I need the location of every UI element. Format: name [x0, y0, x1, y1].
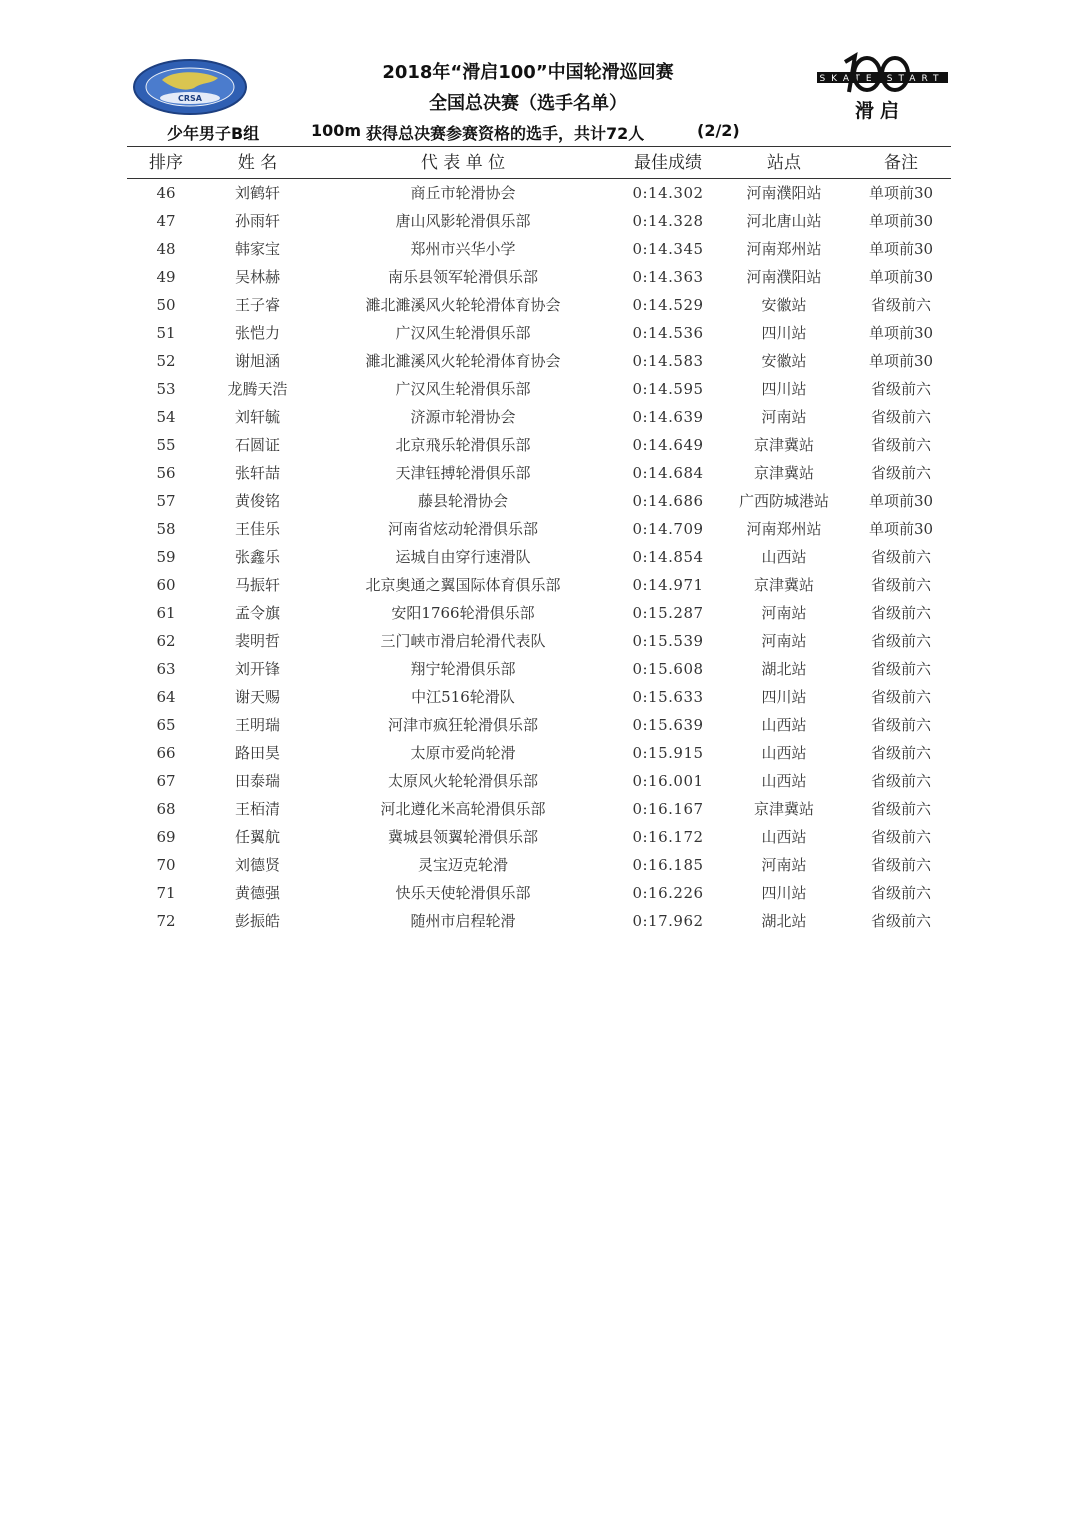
cell-unit: 广汉风生轮滑俱乐部: [395, 380, 531, 398]
cell-note: 单项前30: [868, 352, 934, 370]
cell-rank: 64: [156, 688, 176, 706]
event-info: [0, 121, 1080, 143]
cell-rank: 67: [156, 772, 176, 790]
cell-best-time: 0:15.915: [632, 744, 704, 762]
svg-text:CRSA: CRSA: [178, 94, 202, 103]
qualification-description: 获得总决赛参赛资格的选手，共计72人: [366, 124, 645, 143]
cell-unit: 南乐县领军轮滑俱乐部: [387, 268, 538, 286]
cell-rank: 59: [156, 548, 176, 566]
cell-name: 王栢清: [234, 800, 280, 818]
cell-note: 单项前30: [868, 520, 934, 538]
cell-best-time: 0:14.639: [632, 408, 704, 426]
table-body: [0, 179, 1080, 935]
cell-best-time: 0:14.529: [632, 296, 704, 314]
cell-name: 石圆证: [234, 436, 280, 454]
cell-unit: 河北遵化米高轮滑俱乐部: [380, 800, 546, 818]
cell-best-time: 0:14.649: [632, 436, 704, 454]
cell-unit: 运城自由穿行速滑队: [395, 548, 531, 566]
cell-site: 广西防城港站: [738, 492, 829, 510]
cell-note: 省级前六: [870, 800, 931, 818]
cell-best-time: 0:15.639: [632, 716, 704, 734]
cell-name: 张鑫乐: [234, 548, 280, 566]
cell-note: 省级前六: [870, 856, 931, 874]
table-row: [0, 235, 1080, 263]
cell-unit: 广汉风生轮滑俱乐部: [395, 324, 531, 342]
table-header: [0, 148, 1080, 178]
cell-note: 省级前六: [870, 884, 931, 902]
cell-note: 省级前六: [870, 296, 931, 314]
cell-site: 湖北站: [761, 912, 807, 930]
table-row: [0, 291, 1080, 319]
cell-unit: 郑州市兴华小学: [410, 240, 516, 258]
cell-name: 彭振皓: [234, 912, 280, 930]
cell-best-time: 0:15.633: [632, 688, 704, 706]
column-header-rank: 排序: [149, 153, 183, 173]
table-row: [0, 179, 1080, 207]
cell-name: 刘德贤: [234, 856, 280, 874]
column-header-site: 站点: [767, 153, 801, 173]
table-row: [0, 207, 1080, 235]
cell-unit: 商丘市轮滑协会: [410, 184, 516, 202]
cell-name: 吴林赫: [234, 268, 280, 286]
cell-rank: 57: [156, 492, 176, 510]
cell-name: 孙雨轩: [234, 212, 280, 230]
cell-rank: 60: [156, 576, 176, 594]
table-row: [0, 599, 1080, 627]
column-header-note: 备注: [884, 153, 918, 173]
cell-rank: 70: [156, 856, 176, 874]
cell-note: 省级前六: [870, 408, 931, 426]
cell-unit: 太原风火轮轮滑俱乐部: [387, 772, 538, 790]
cell-best-time: 0:16.001: [632, 772, 704, 790]
cell-best-time: 0:16.185: [632, 856, 704, 874]
group-label: 少年男子B组: [167, 124, 260, 143]
cell-note: 省级前六: [870, 380, 931, 398]
cell-unit: 北京奥通之翼国际体育俱乐部: [365, 576, 561, 594]
cell-note: 单项前30: [868, 268, 934, 286]
logo-brand-text: 滑启: [855, 100, 906, 122]
table-row: [0, 851, 1080, 879]
cell-site: 河南郑州站: [746, 520, 822, 538]
cell-unit: 唐山风影轮滑俱乐部: [395, 212, 531, 230]
table-row: [0, 683, 1080, 711]
cell-unit: 冀城县领翼轮滑俱乐部: [387, 828, 538, 846]
table-row: [0, 823, 1080, 851]
cell-best-time: 0:14.709: [632, 520, 704, 538]
cell-note: 省级前六: [870, 464, 931, 482]
cell-best-time: 0:15.287: [632, 604, 704, 622]
cell-unit: 濉北濉溪风火轮轮滑体育协会: [365, 352, 561, 370]
cell-site: 河南站: [761, 856, 807, 874]
cell-unit: 翔宁轮滑俱乐部: [410, 660, 516, 678]
cell-site: 河南站: [761, 604, 807, 622]
cell-name: 王明瑞: [234, 716, 280, 734]
cell-note: 省级前六: [870, 912, 931, 930]
cell-rank: 71: [156, 884, 176, 902]
cell-note: 单项前30: [868, 324, 934, 342]
cell-note: 省级前六: [870, 632, 931, 650]
cell-best-time: 0:14.686: [632, 492, 704, 510]
cell-best-time: 0:14.854: [632, 548, 704, 566]
cell-rank: 50: [156, 296, 176, 314]
cell-unit: 快乐天使轮滑俱乐部: [395, 884, 531, 902]
cell-note: 单项前30: [868, 184, 934, 202]
cell-name: 裴明哲: [234, 632, 280, 650]
cell-site: 安徽站: [761, 352, 807, 370]
cell-site: 京津冀站: [753, 436, 814, 454]
cell-site: 山西站: [761, 828, 807, 846]
cell-best-time: 0:14.971: [632, 576, 704, 594]
table-row: [0, 487, 1080, 515]
cell-note: 单项前30: [868, 240, 934, 258]
cell-note: 省级前六: [870, 688, 931, 706]
table-row: [0, 655, 1080, 683]
cell-site: 山西站: [761, 744, 807, 762]
cell-note: 省级前六: [870, 548, 931, 566]
cell-name: 韩家宝: [234, 240, 280, 258]
cell-name: 田泰瑞: [234, 772, 280, 790]
cell-site: 河南濮阳站: [746, 268, 822, 286]
cell-rank: 51: [156, 324, 176, 342]
page-subtitle: 全国总决赛（选手名单）: [429, 93, 627, 114]
cell-unit: 太原市爱尚轮滑: [410, 744, 516, 762]
cell-site: 河南濮阳站: [746, 184, 822, 202]
cell-rank: 56: [156, 464, 176, 482]
cell-note: 省级前六: [870, 716, 931, 734]
cell-rank: 66: [156, 744, 176, 762]
cell-unit: 藤县轮滑协会: [417, 492, 508, 510]
table-row: [0, 879, 1080, 907]
cell-rank: 47: [156, 212, 176, 230]
cell-site: 安徽站: [761, 296, 807, 314]
table-row: [0, 263, 1080, 291]
cell-site: 河南郑州站: [746, 240, 822, 258]
table-row: [0, 767, 1080, 795]
cell-rank: 63: [156, 660, 176, 678]
cell-note: 省级前六: [870, 772, 931, 790]
cell-site: 京津冀站: [753, 464, 814, 482]
table-row: [0, 627, 1080, 655]
cell-site: 河南站: [761, 632, 807, 650]
cell-name: 刘轩毓: [234, 408, 280, 426]
cell-site: 河南站: [761, 408, 807, 426]
cell-unit: 三门峡市滑启轮滑代表队: [380, 632, 546, 650]
cell-rank: 54: [156, 408, 176, 426]
cell-unit: 河南省炫动轮滑俱乐部: [387, 520, 538, 538]
cell-unit: 天津钰搏轮滑俱乐部: [395, 464, 531, 482]
cell-name: 张轩喆: [234, 464, 280, 482]
table-row: [0, 431, 1080, 459]
cell-rank: 69: [156, 828, 176, 846]
cell-site: 京津冀站: [753, 800, 814, 818]
cell-note: 省级前六: [870, 660, 931, 678]
cell-rank: 68: [156, 800, 176, 818]
cell-best-time: 0:16.172: [632, 828, 704, 846]
cell-site: 四川站: [761, 688, 807, 706]
cell-best-time: 0:14.595: [632, 380, 704, 398]
cell-best-time: 0:16.167: [632, 800, 704, 818]
cell-note: 单项前30: [868, 492, 934, 510]
cell-name: 谢旭涵: [234, 352, 280, 370]
table-row: [0, 403, 1080, 431]
cell-note: 省级前六: [870, 744, 931, 762]
table-row: [0, 907, 1080, 935]
table-row: [0, 739, 1080, 767]
table-top-rule: [127, 146, 951, 147]
cell-site: 湖北站: [761, 660, 807, 678]
logo-sub-text: SKATE-START: [819, 74, 945, 84]
cell-best-time: 0:14.684: [632, 464, 704, 482]
cell-rank: 46: [156, 184, 176, 202]
page-title: 2018年“滑启100”中国轮滑巡回赛: [382, 62, 674, 83]
cell-unit: 濉北濉溪风火轮轮滑体育协会: [365, 296, 561, 314]
cell-best-time: 0:14.345: [632, 240, 704, 258]
cell-name: 任翼航: [234, 828, 280, 846]
cell-note: 省级前六: [870, 828, 931, 846]
cell-site: 山西站: [761, 772, 807, 790]
cell-site: 四川站: [761, 380, 807, 398]
event-label: 100m: [311, 121, 362, 140]
cell-best-time: 0:16.226: [632, 884, 704, 902]
cell-best-time: 0:15.608: [632, 660, 704, 678]
cell-name: 路田昊: [234, 744, 280, 762]
cell-best-time: 0:14.328: [632, 212, 704, 230]
table-row: [0, 375, 1080, 403]
cell-note: 单项前30: [868, 212, 934, 230]
table-row: [0, 459, 1080, 487]
cell-name: 黄俊铭: [234, 492, 280, 510]
column-header-unit: 代 表 单 位: [420, 153, 506, 173]
cell-rank: 55: [156, 436, 176, 454]
cell-unit: 安阳1766轮滑俱乐部: [391, 604, 535, 622]
cell-rank: 49: [156, 268, 176, 286]
cell-name: 谢天赐: [234, 688, 280, 706]
page-indicator: (2/2): [697, 121, 740, 140]
cell-rank: 53: [156, 380, 176, 398]
cell-rank: 52: [156, 352, 176, 370]
cell-name: 黄德强: [234, 884, 280, 902]
cell-name: 龙腾天浩: [227, 380, 288, 398]
cell-unit: 北京飛乐轮滑俱乐部: [395, 436, 531, 454]
cell-note: 省级前六: [870, 604, 931, 622]
cell-best-time: 0:17.962: [632, 912, 704, 930]
cell-name: 孟令旗: [234, 604, 280, 622]
table-row: [0, 347, 1080, 375]
table-row: [0, 711, 1080, 739]
cell-name: 张恺力: [234, 324, 280, 342]
cell-unit: 随州市启程轮滑: [410, 912, 516, 930]
cell-best-time: 0:14.583: [632, 352, 704, 370]
cell-best-time: 0:14.302: [632, 184, 704, 202]
cell-name: 王子睿: [234, 296, 280, 314]
cell-unit: 河津市疯狂轮滑俱乐部: [387, 716, 538, 734]
cell-rank: 65: [156, 716, 176, 734]
table-row: [0, 795, 1080, 823]
cell-unit: 中江516轮滑队: [411, 688, 515, 706]
cell-best-time: 0:15.539: [632, 632, 704, 650]
cell-name: 马振轩: [234, 576, 280, 594]
cell-name: 王佳乐: [234, 520, 280, 538]
cell-name: 刘开锋: [234, 660, 280, 678]
cell-rank: 72: [156, 912, 176, 930]
table-row: [0, 571, 1080, 599]
table-row: [0, 319, 1080, 347]
cell-unit: 济源市轮滑协会: [410, 408, 516, 426]
cell-note: 省级前六: [870, 576, 931, 594]
column-header-best-time: 最佳成绩: [634, 153, 702, 173]
cell-rank: 62: [156, 632, 176, 650]
cell-note: 省级前六: [870, 436, 931, 454]
table-row: [0, 515, 1080, 543]
cell-rank: 61: [156, 604, 176, 622]
cell-rank: 58: [156, 520, 176, 538]
cell-unit: 灵宝迈克轮滑: [417, 856, 508, 874]
cell-site: 四川站: [761, 884, 807, 902]
cell-site: 山西站: [761, 716, 807, 734]
column-header-name: 姓 名: [237, 153, 278, 173]
cell-best-time: 0:14.536: [632, 324, 704, 342]
cell-name: 刘鹤轩: [234, 184, 280, 202]
cell-site: 河北唐山站: [746, 212, 822, 230]
cell-rank: 48: [156, 240, 176, 258]
cell-site: 山西站: [761, 548, 807, 566]
cell-site: 京津冀站: [753, 576, 814, 594]
table-row: [0, 543, 1080, 571]
cell-site: 四川站: [761, 324, 807, 342]
cell-best-time: 0:14.363: [632, 268, 704, 286]
